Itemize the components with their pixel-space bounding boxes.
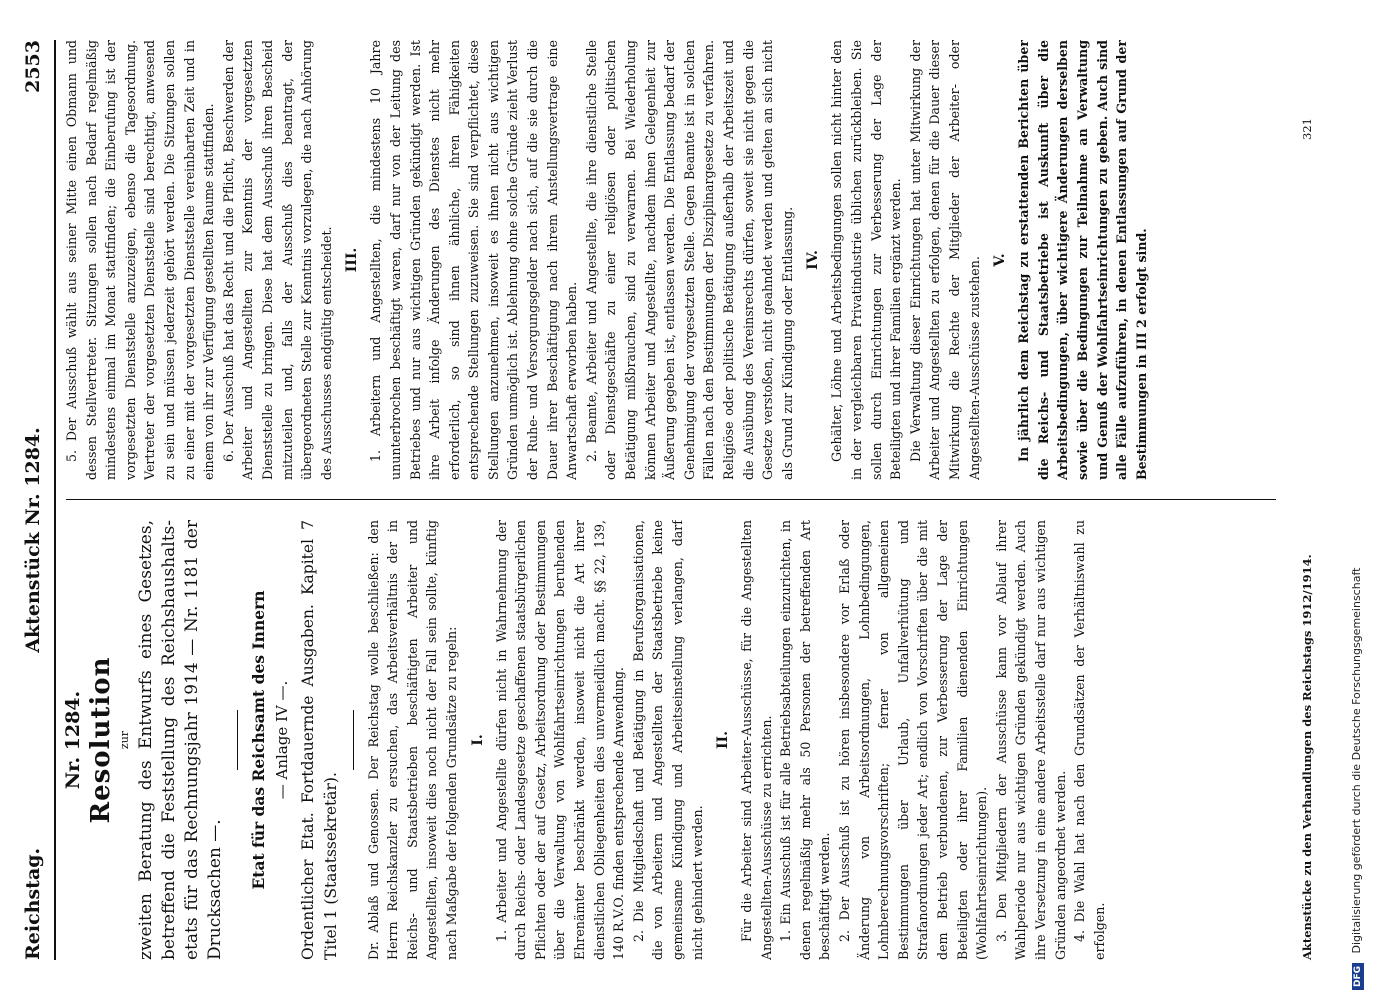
section-IV-para-1: Gehälter, Löhne und Arbeitsbedingungen sollen nicht hinter den in der vergleichbaren Privatindustrie üblichen zurückbleiben. Sie sollen durch Einrichtungen zur Verbesserung der Lage der Beteiligten und ihrer Familien ergänzt werden. bbox=[829, 40, 904, 480]
section-III-para-2: 2. Beamte, Arbeiter und Angestellte, die ihre dienstliche Stelle oder Dienstgeschäfte zu einer religiösen oder politischen Betätigung mißbrauchen, sind zu verwarnen. Bei Wiederholung können Arbeiter und Angestellte, nachdem ihnen Gelegenheit zur Äußerung gegeben ist, entlassen werden. Die Entlassung bedarf der Genehmigung der vorgesetzten Stelle. Gegen Beamte ist in solchen Fällen nach den Bestimmungen der Disziplinargesetze zu verfahren. Religiöse oder politische Betätigung außerhalb der Arbeitszeit und die Ausübung des Vereinsrechts dürfen, soweit sie nicht gegen die Gesetze verstoßen, nicht geahndet werden und gelten an sich nicht als Grund zur Kündigung oder Entlassung. bbox=[583, 40, 795, 480]
intro-motion: Dr. Ablaß und Genossen. Der Reichstag wolle beschließen: den Herrn Reichskanzler zu ersuchen, das Arbeitsverhältnis der in Reichs- und Staatsbetrieben beschäftigten Arbeiter und Angestellten, insoweit dies noch nicht der Fall sein sollte, künftig nach Maßgabe der folgenden Grundsätze zu regeln: bbox=[365, 520, 459, 960]
section-I-para-1: 1. Arbeiter und Angestellte dürfen nicht in Wahrnehmung der durch Reichs- oder Landesgesetze geschaffenen staatsbürgerlichen Pflichten oder der auf Gesetz, Arbeitsordnung oder Bestimmungen über die Verwaltung von Wohlfahrtseinrichtungen beruhenden Ehrenämter beschränkt werden, insoweit nicht die Art ihrer dienstlichen Obliegenheiten dies unvermeidlich macht. §§ 22, 139, 140 R.V.O. finden entsprechende Anwendung. bbox=[493, 520, 627, 960]
section-II-para-5: 4. Die Wahl hat nach den Grundsätzen der Verhältniswahl zu erfolgen. bbox=[1072, 520, 1107, 960]
ausgaben: Ordentlicher Etat. Fortdauernde Ausgaben. Kapitel 7 Titel 1 (Staatssekretär). bbox=[298, 520, 340, 960]
section-heading-I: I. bbox=[469, 734, 486, 746]
title-divider-2 bbox=[353, 710, 354, 770]
digitization-text: Digitalisierung gefördert durch die Deutsche Forschungsgemeinschaft bbox=[1350, 567, 1363, 954]
document-number: Nr. 1284. bbox=[62, 690, 84, 790]
section-II-para-1: Für die Arbeiter sind Arbeiter-Ausschüsse, für die Angestellten Angestellten-Ausschüsse zu errichten. bbox=[739, 520, 774, 960]
section-I-para-2: 2. Die Mitgliedschaft und Betätigung in Berufsorganisationen, die von Arbeitern und Angestellten der Staatsbetriebe keine gemeinsame Kündigung und Arbeitseinstellung verlangen, darf nicht gehindert werden. bbox=[630, 520, 705, 960]
header-rule bbox=[54, 40, 56, 960]
section-heading-IV: IV. bbox=[805, 250, 822, 270]
title-divider bbox=[237, 710, 238, 770]
footer-source: Aktenstücke zu den Verhandlungen des Reichstags 1912/1914. bbox=[1300, 554, 1314, 960]
section-heading-III: III. bbox=[344, 247, 361, 273]
page-number: 2553 bbox=[22, 40, 44, 93]
running-header bbox=[20, 40, 50, 960]
section-III-para-1: 1. Arbeitern und Angestellten, die mindestens 10 Jahre ununterbrochen beschäftigt waren, darf nur von der Leitung des Betriebes und nur aus wichtigen Gründen gekündigt werden. Ist ihre Arbeit infolge Änderungen des Dienstes nicht mehr erforderlich, so sind ihnen ähnliche, ihren Fähigkeiten entsprechende Stellungen zuzuweisen. Sie sind verpflichtet, diese Stellungen anzunehmen, insoweit es ihnen nicht aus wichtigen Gründen unmöglich ist. Ablehnung ohne solche Gründe zieht Verlust der Ruhe- und Versorgungsgelder nach sich, auf die sie durch die Dauer ihrer Beschäftigung nach ihrem Anstellungsvertrage eine Anwartschaft erworben haben. bbox=[368, 40, 580, 480]
title-subject: zweiten Beratung des Entwurfs eines Gesetzes, betreffend die Feststellung des Reichshaushalts-etats für das Rechnungsjahr 1914 — Nr. 1181 der Drucksachen —. bbox=[136, 520, 225, 960]
section-heading-II: II. bbox=[715, 731, 732, 749]
title-zur: zur bbox=[118, 730, 131, 750]
right-column bbox=[62, 40, 1292, 480]
section-II-para-3: 2. Der Ausschuß ist zu hören insbesondere vor Erlaß oder Änderung von Arbeitsordnungen, Lohnbedingungen, Lohnberechnungsvorschriften; ferner von allgemeinen Bestimmungen über Urlaub, Unfallverhütung und Strafanordnungen jeder Art; endlich von Vorschriften über die mit dem Betrieb verbundenen, zur Verbesserung der Lage der Beteiligten oder ihrer Familien dienenden Einrichtungen (Wohlfahrtseinrichtungen). bbox=[837, 520, 990, 960]
section-IV-para-2: Die Verwaltung dieser Einrichtungen hat unter Mitwirkung der Arbeiter und Angestellten zu erfolgen, denen für die Dauer dieser Mitwirkung die Rechte der Mitglieder der Arbeiter- oder Angestellten-Ausschüsse zustehen. bbox=[907, 40, 982, 480]
digitization-note bbox=[1350, 90, 1368, 990]
section-II-para-6: 5. Der Ausschuß wählt aus seiner Mitte einen Obmann und dessen Stellvertreter. Sitzungen sollen nach Bedarf regelmäßig mindestens einmal im Monat stattfinden; die Einberufung ist der vorgesetzten Dienststelle anzuzeigen, ebenso die Tagesordnung. Vertreter der vorgesetzten Dienststelle sind berechtigt, anwesend zu sein und müssen jederzeit gehört werden. Die Sitzungen sollen zu einer mit der vorgesetzten Dienststelle vereinbarten Zeit und in einem von ihr zur Verfügung gestellten Raume stattfinden. bbox=[64, 40, 217, 480]
section-II-para-7: 6. Der Ausschuß hat das Recht und die Pflicht, Beschwerden der Arbeiter und Angestellten zur Kenntnis der vorgesetzten Dienststelle zu bringen. Diese hat dem Ausschuß ihren Bescheid mitzuteilen und, falls der Ausschuß dies beantragt, der übergeordneten Stelle zur Kenntnis vorzulegen, die nach Anhörung des Ausschusses endgültig entscheidet. bbox=[220, 40, 334, 480]
header-center: Aktenstück Nr. 1284. bbox=[22, 427, 44, 653]
section-II-para-4: 3. Den Mitgliedern der Ausschüsse kann vor Ablauf ihrer Wahlperiode nur aus wichtigen Gründen gekündigt werden. Auch ihre Versetzung in eine andere Arbeitsstelle darf nur aus wichtigen Gründen angeordnet werden. bbox=[993, 520, 1068, 960]
header-left: Reichstag. bbox=[22, 847, 44, 960]
dfg-logo: DFG bbox=[1352, 963, 1364, 990]
anlage: — Anlage IV —. bbox=[273, 680, 291, 800]
footer bbox=[1300, 40, 1330, 960]
section-V-para-1: In jährlich dem Reichstag zu erstattenden Berichten über die Reichs- und Staatsbetriebe ist Auskunft über die Arbeitsbedingungen, über wichtigere Änderungen derselben sowie über die Bedingungen zur Teilnahme an Verwaltung und Genuß der Wohlfahrtseinrichtungen zu geben. Auch sind alle Fälle aufzuführen, in denen Entlassungen auf Grund der Bestimmungen in III 2 erfolgt sind. bbox=[1016, 40, 1149, 480]
etat-heading: Etat für das Reichsamt des Innern bbox=[249, 590, 268, 890]
section-heading-V: V. bbox=[992, 253, 1009, 267]
footer-page-mark: 321 bbox=[1300, 118, 1314, 140]
column-divider bbox=[66, 499, 1276, 500]
left-column bbox=[62, 520, 1292, 960]
document-title: Resolution bbox=[86, 656, 116, 824]
section-II-para-2: 1. Ein Ausschuß ist für alle Betriebsabteilungen einzurichten, in denen regelmäßig mehr als 50 Personen der betreffenden Art beschäftigt werden. bbox=[778, 520, 833, 960]
